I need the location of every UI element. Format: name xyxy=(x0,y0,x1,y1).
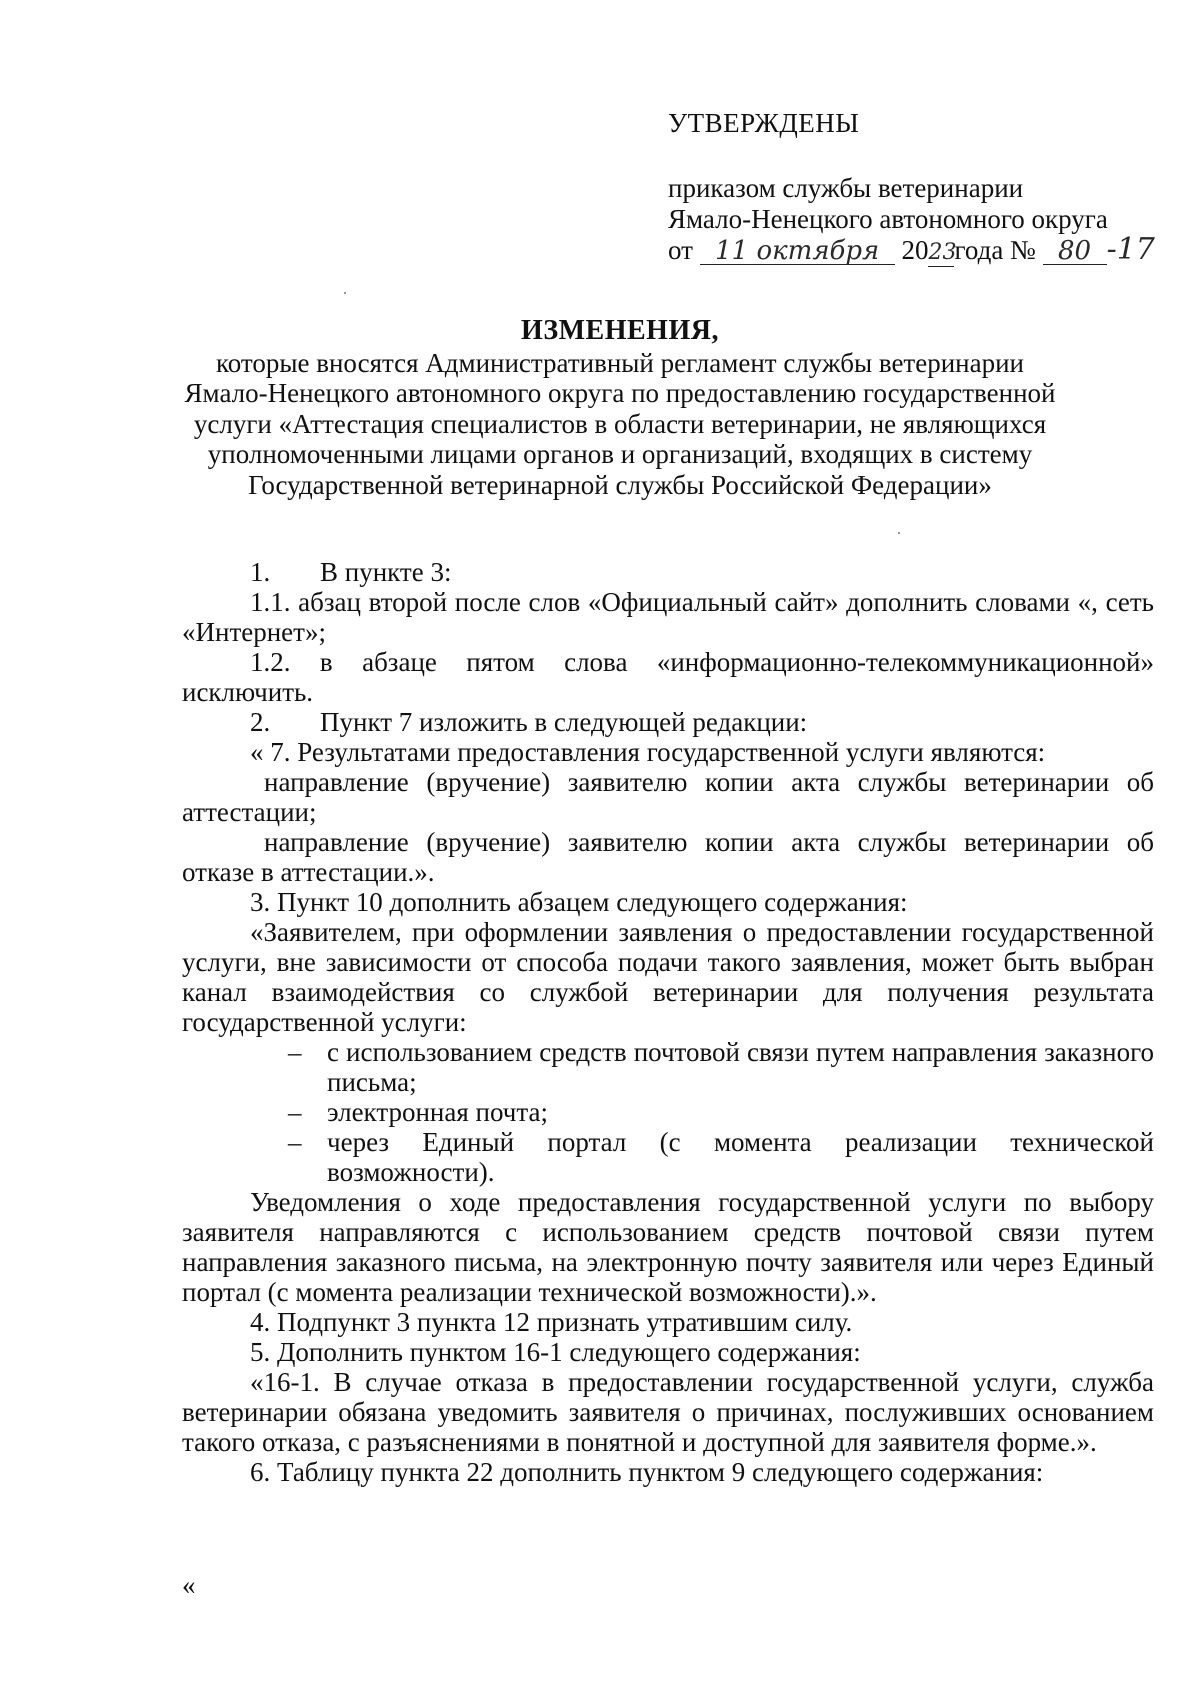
list-item xyxy=(182,1097,1154,1127)
item-3: 3. Пункт 10 дополнить абзацем следующего содержания: xyxy=(250,887,908,917)
item-1-2: 1.2. в абзаце пятом слова «информационно-телекоммуникационной» исключить. xyxy=(182,647,1154,707)
item-3-notice: Уведомления о ходе предоставления государственной услуги по выбору заявителя направляются с использованием средств почтовой связи путем направления заказного письма, на электронную почту заявителя или через Единый портал (с момента реализации технической возможности).». xyxy=(182,1187,1154,1307)
approval-year-prefix: 20 xyxy=(901,235,929,265)
item-4: 4. Подпункт 3 пункта 12 признать утратившим силу. xyxy=(250,1307,853,1337)
approval-year-suffix: года № xyxy=(954,235,1036,265)
item-5: 5. Дополнить пунктом 16-1 следующего содержания: xyxy=(250,1337,861,1367)
item-6: 6. Таблицу пункта 22 дополнить пунктом 9 следующего содержания: xyxy=(250,1457,1044,1487)
approval-date-line xyxy=(668,232,1168,267)
handwritten-date: 11 октября xyxy=(700,238,895,265)
scan-speck xyxy=(898,532,900,534)
list-item-text: через Единый портал (с момента реализации технической возможности). xyxy=(327,1127,1154,1187)
approval-date-prefix: от xyxy=(668,235,693,265)
approval-heading: УТВЕРЖДЕНЫ xyxy=(668,108,860,138)
dash-marker: – xyxy=(288,1127,302,1157)
item-1-1: 1.1. абзац второй после слов «Официальный сайт» дополнить словами «, сеть «Интернет»; xyxy=(182,587,1154,647)
item-1 xyxy=(182,557,1154,587)
title-line-4: уполномоченными лицами органов и организаций, входящих в систему xyxy=(207,439,1033,469)
item-3-quote: «Заявителем, при оформлении заявления о предоставлении государственной услуги, вне зависимости от способа подачи такого заявления, может быть выбран канал взаимодействия со службой ветеринарии для получения результата государственной услуги: xyxy=(182,917,1154,1037)
title-line-5: Государственной ветеринарной службы Российской Федерации» xyxy=(248,469,992,500)
item-2-quote: « 7. Результатами предоставления государственной услуги являются: xyxy=(250,737,1046,767)
table-quote-open: « xyxy=(182,1570,196,1600)
item-2-result-a: направление (вручение) заявителю копии акта службы ветеринарии об аттестации; xyxy=(182,767,1154,827)
item-2 xyxy=(182,707,1154,737)
list-item-text: с использованием средств почтовой связи путем направления заказного письма; xyxy=(327,1037,1154,1097)
channel-list xyxy=(182,1037,1154,1187)
item-2-number: 2. xyxy=(250,707,271,737)
document-title: ИЗМЕНЕНИЯ, xyxy=(521,315,719,346)
item-1-number: 1. xyxy=(250,557,271,587)
approval-block xyxy=(668,108,1168,267)
handwritten-number-suffix: -17 xyxy=(1106,232,1155,267)
list-item xyxy=(182,1127,1154,1187)
approval-line-1: приказом службы ветеринарии xyxy=(668,173,1024,203)
dash-marker: – xyxy=(288,1097,302,1127)
title-line-1: которые вносятся Административный регламент службы ветеринарии xyxy=(216,347,1024,378)
approval-line-2: Ямало-Ненецкого автономного округа xyxy=(668,204,1108,234)
item-2-result-b: направление (вручение) заявителю копии акта службы ветеринарии об отказе в аттестации.». xyxy=(182,827,1154,887)
handwritten-number: 80 xyxy=(1043,238,1107,265)
scan-speck xyxy=(344,292,346,294)
document-title-block xyxy=(160,316,1080,500)
item-5-quote: «16-1. В случае отказа в предоставлении государственной услуги, служба ветеринарии обязана уведомить заявителя о причинах, послуживших основанием такого отказа, с разъяснениями в понятной и доступной для заявителя форме.». xyxy=(182,1367,1154,1457)
handwritten-year: 23 xyxy=(928,240,957,265)
item-1-text: В пункте 3: xyxy=(320,557,452,587)
list-item xyxy=(182,1037,1154,1097)
list-item-text: электронная почта; xyxy=(327,1097,548,1127)
item-2-text: Пункт 7 изложить в следующей редакции: xyxy=(320,707,808,737)
dash-marker: – xyxy=(288,1037,302,1067)
document-body xyxy=(182,557,1154,1487)
title-line-2: Ямало-Ненецкого автономного округа по предоставлению государственной xyxy=(184,378,1056,408)
title-line-3: услуги «Аттестация специалистов в области ветеринарии, не являющихся xyxy=(193,408,1047,439)
